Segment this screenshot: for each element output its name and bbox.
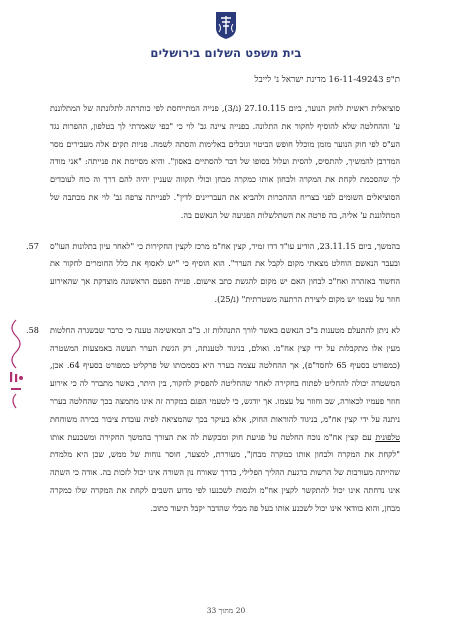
- paragraph-text-end: עם קצין אח"מ נוכח החלטה על פגיעת חוק ומבקשת לה את הצורך בהמשך החקירה ומשכנעת אותו "לקחת את המקרה ולבחון אותו כמקרה מבחן", מעוררת, למצער, חוסר נוחות של ממש, שכן היא מלמדת שהייתה מעורבות של הרשות ברגעת ההליך הפלילי, בדרך שאורח נון השורה אינו יכול לזכות בה. אודה כי השתה אינו נדחתה אינו יכול להתקשר לקצין אח"מ ולנסות לשכנעו לפי מדוע השבים לקחת את המקרה שלו כמקרה מבחן, והוא בוודאי אינו יכול לשכנע אותו בעל פה מבלי שהדבר יקבל תיעוד כתוב.: [50, 431, 400, 513]
- paragraph-number: 57.: [26, 240, 39, 251]
- vertical-court-stamp-icon: [4, 318, 28, 410]
- underlined-word: טלפונית: [375, 431, 400, 442]
- paragraph-number: 58.: [26, 324, 39, 335]
- paragraph-text: סוציאלית ראשית לחוק הנוער, ביום 27.10.115 (נ/3), פנייה המתייחסת לפי כותרתה לתלונתה של המתלוננת ע' וההחלטה שלא להוסיף לחקור את התלונה. בפנייה ציינה גב' לוי כי "כפי שאמרתי לך בטלפון, ההפרות נגד הע"ס לפי חוק הנוער מזמן מוכלל חופש הביטוי וגובלים באלימות והסתה לשמה. פניות תקים אלה מעבירים מסר המדרבן להמשיך, להתסיס, להסית ועלול בסופו של דבר להסתיים באסון". והיא מסיימת את פנייתה: "אני מודה לך שהסכמת לקחת את המקרה ולבחון אותו כמקרה מבחן וכולי תקווה שעניין יהיה להם דרך וה כוח לעובדים הסוציאלים השומים לפני בצריח הההכרות ולהביא את העבריינים לדין". לפנייתה צרפה גב' לוי את מכתבה של המתלוננת ע' אליה, בה פרטה את השתלשלות הפגיעה של הנאשם בה.: [50, 103, 401, 220]
- paragraph-text-start: לא ניתן להתעלם מטענות ב"כ הנאשם באשר לורך התנהלות זו. ב"כ המאשימה טענה כי כרבר שבשגרה החלטות מעין אלו מתקבלות על ידי קצין אח"מ. ואולם, בניגוד לטענתה, רק הגשת הערר תעשה באמצעות המשטרה (כמפורט בסעיף 65 לחסד"פ), אך ההחלטה עצמה בערר היא בסמכותו של פרקליט כמפורט בסעיף 64. אכן, המשטרה יכולה להחליט לפתוח בחקירה לאחר שהחליטה להפסיק לחקור, בין היתר, כאשר מתברר לה כי אירוע חוזר פעמיו לכאורה, שב וחוזר על עצמו. אך יודגש, כי לטעמי הפגם במקרה זה אינו מתמצה בכך שהחלטה בערר ניתנה על ידי קצין אח"מ, בניגוד להוראות החוק, אלא בעיקר בכך שהמציאה לפיה עובדת ציבור בכירה משוחחת: [50, 324, 400, 424]
- court-title: בית משפט השלום בירושלים: [150, 46, 302, 60]
- paragraph-57: [26, 238, 400, 309]
- paragraph-text: בהמשך, ביום 23.11.15, הודיע עו"ד דדו זמיר, קצין אח"מ מרכז לקצין החקירות כי "לאחר עיון בתלונות העו"ס ובעבר הנאשם הוחלט מצאתי מקום לקבל את הערר". הוא הוסיף כי "יש לאסוף את כלל החומרים לחקור את החשוד באזהרה ואח"כ לבחון האם יש מקום להגשת כתב אישום. פנייה הפעם הראשונה מוצדקת אך שהאירוע חוזר על עצמו יש מקום ליצירת הרתעה משטרתית" (נ/25).: [50, 240, 400, 304]
- page-number: 20 מתוך 33: [206, 606, 246, 615]
- paragraph-58: [26, 322, 400, 518]
- judgment-body: [26, 100, 401, 531]
- paragraph-continuation: [50, 100, 400, 225]
- state-emblem-icon: [210, 10, 242, 40]
- case-number: ת"פ 16-11-49243 מדינת ישראל נ' לייבל: [254, 75, 400, 85]
- paragraph-text: [50, 322, 400, 518]
